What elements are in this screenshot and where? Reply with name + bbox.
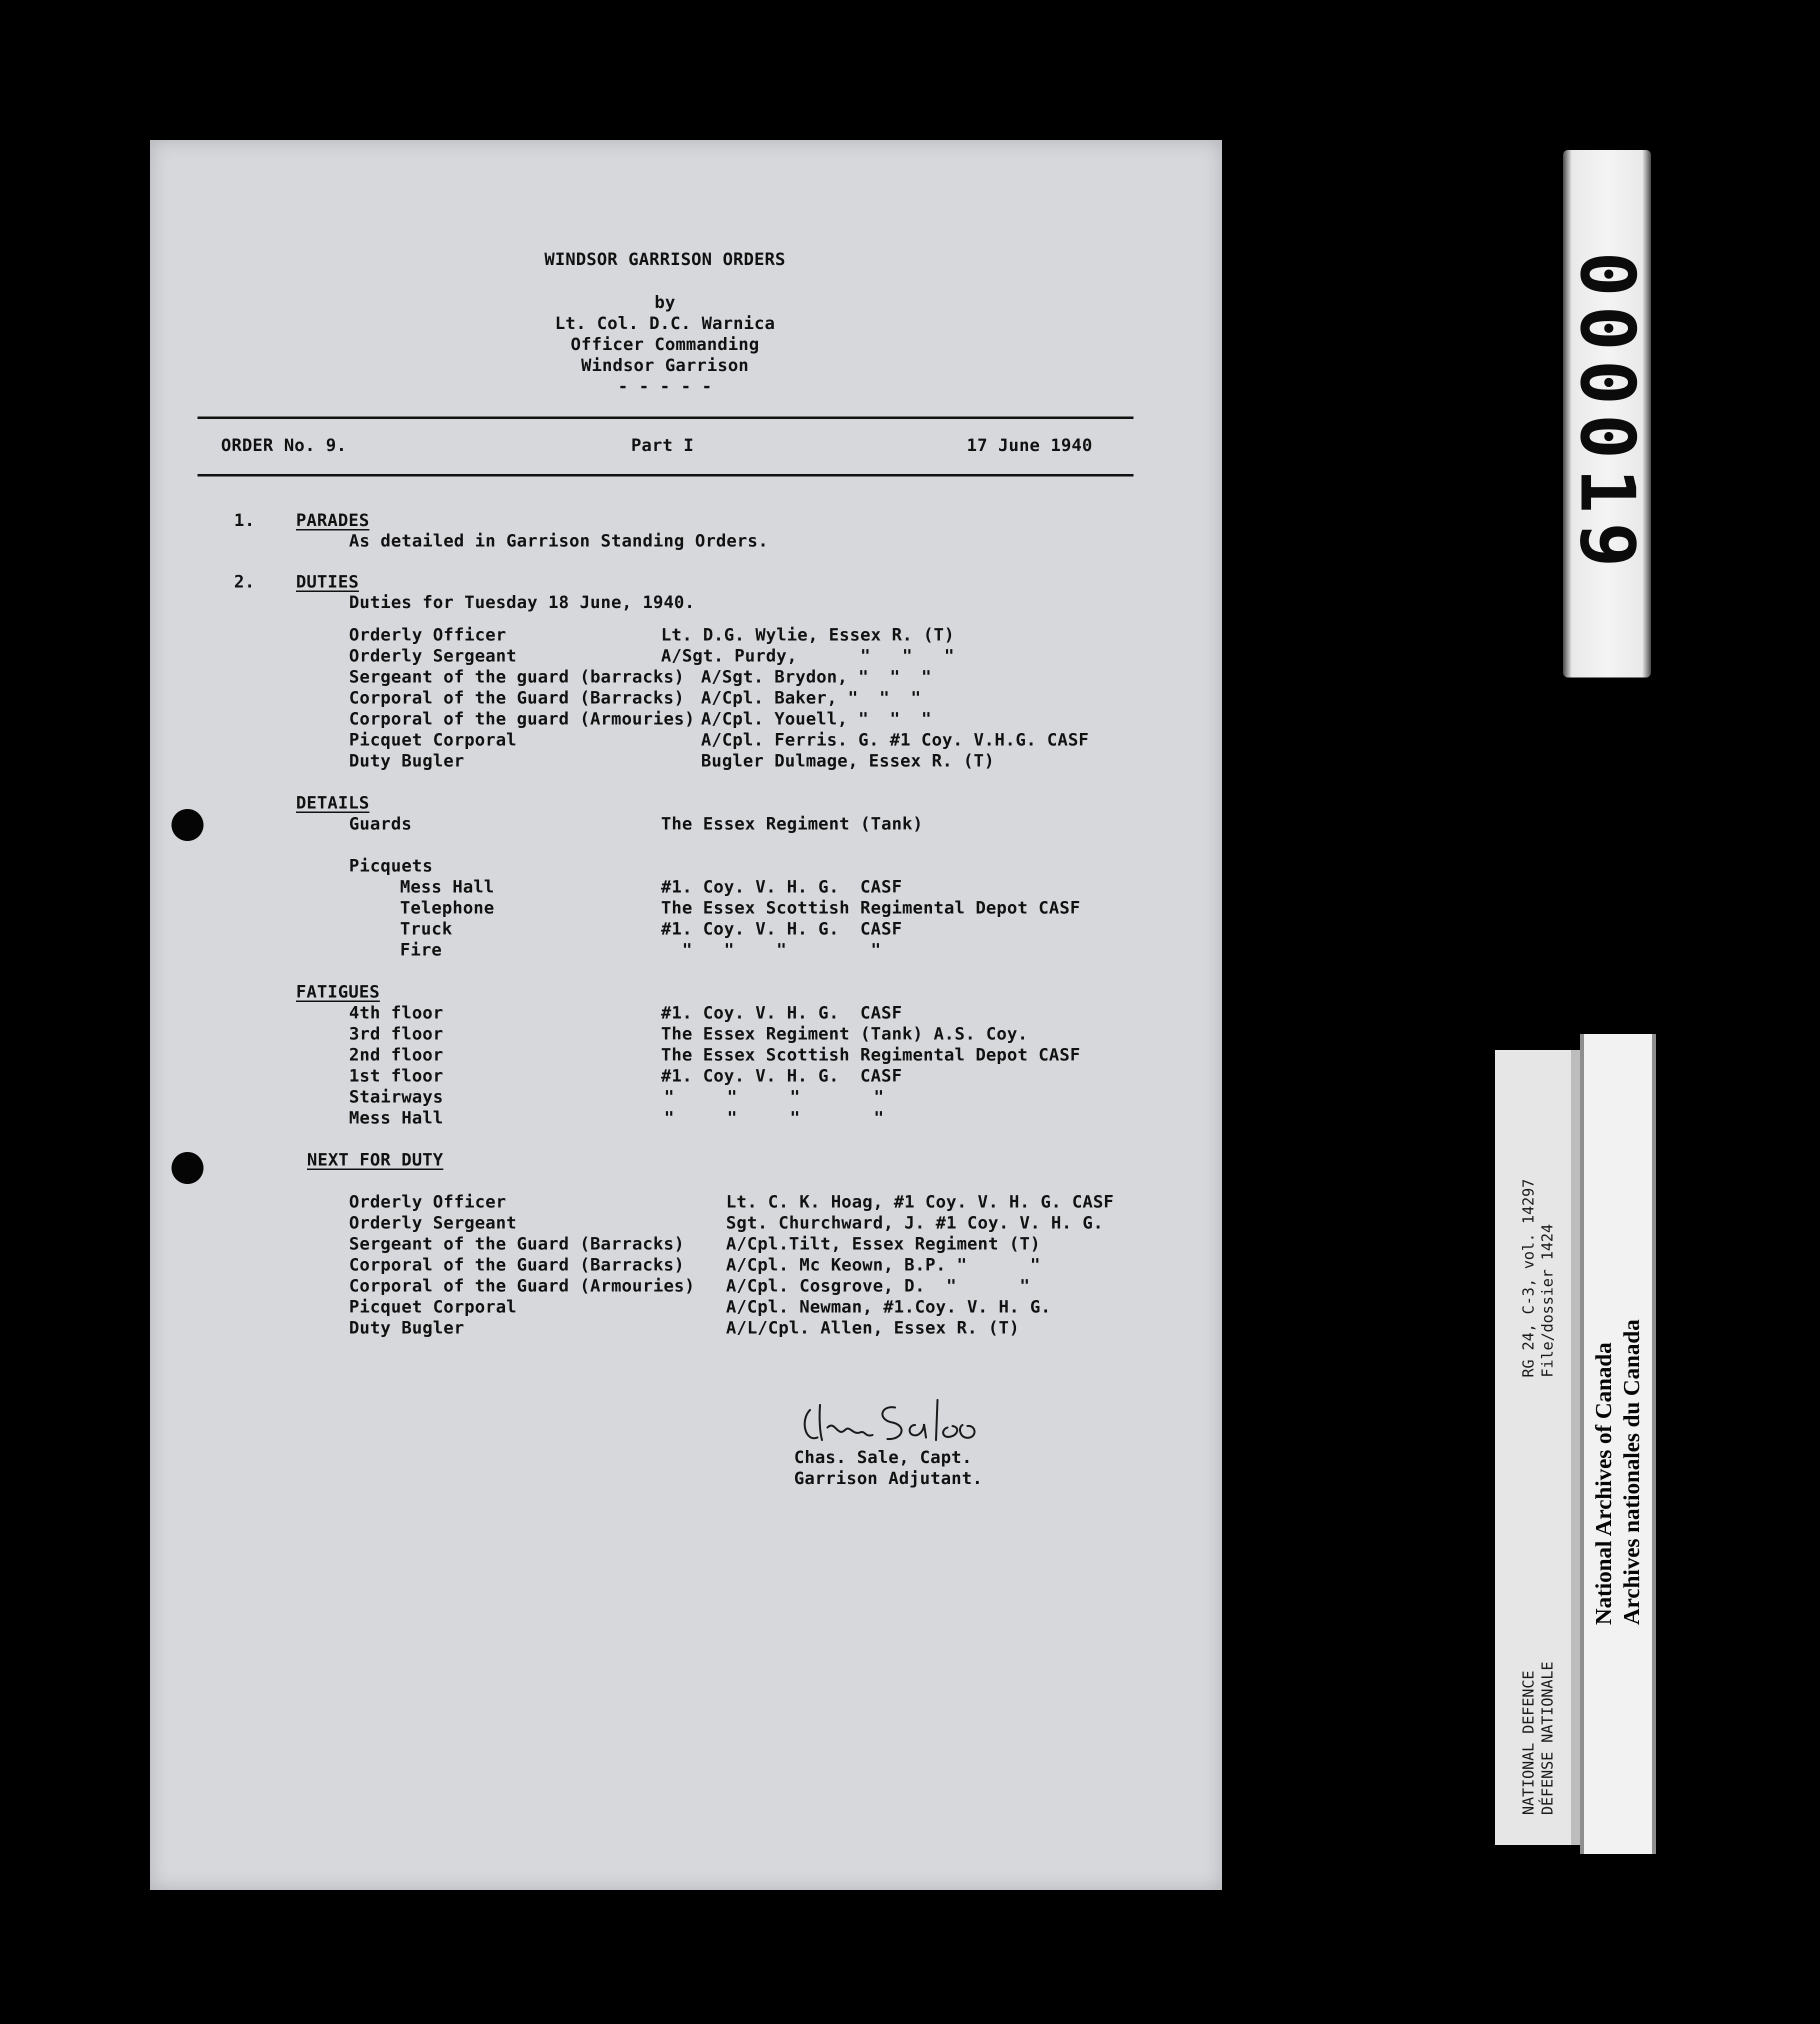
next-duty-value: Lt. C. K. Hoag, #1 Coy. V. H. G. CASF [726, 1192, 1114, 1212]
next-duty-label: Corporal of the Guard (Armouries) [349, 1276, 696, 1296]
duty-value: Bugler Dulmage, Essex R. (T) [701, 751, 995, 771]
next-duty-label: Corporal of the Guard (Barracks) [349, 1255, 685, 1275]
by-line: by [654, 292, 676, 312]
picquet-value: " " " " [661, 940, 882, 960]
label-divider [1571, 1050, 1580, 1845]
details-heading: DETAILS [296, 793, 370, 813]
fatigue-label: 2nd floor [349, 1045, 444, 1065]
archive-ref-line2: File/dossier 1424 [1539, 1224, 1556, 1378]
next-duty-label: Duty Bugler [349, 1318, 464, 1338]
author-role: Officer Commanding [570, 334, 760, 354]
duty-label: Orderly Officer [349, 625, 506, 645]
top-rule [198, 416, 1134, 419]
picquet-value: The Essex Scottish Regimental Depot CASF [661, 898, 1080, 918]
duty-label: Corporal of the guard (Armouries) [349, 709, 696, 729]
frame-number-strip [1563, 150, 1651, 678]
next-duty-value: A/Cpl. Newman, #1.Coy. V. H. G. [726, 1297, 1052, 1317]
fatigue-value: The Essex Regiment (Tank) A.S. Coy. [661, 1024, 1028, 1044]
next-duty-label: Picquet Corporal [349, 1297, 517, 1317]
section-1-number: 1. [234, 510, 255, 530]
picquet-value: #1. Coy. V. H. G. CASF [661, 919, 902, 939]
punch-hole [172, 809, 204, 841]
next-duty-label: Orderly Officer [349, 1192, 506, 1212]
fatigue-value: The Essex Scottish Regimental Depot CASF [661, 1045, 1080, 1065]
fatigue-label: 3rd floor [349, 1024, 444, 1044]
duty-label: Picquet Corporal [349, 730, 517, 750]
handwritten-signature [790, 1390, 1010, 1450]
section-2-number: 2. [234, 572, 255, 592]
fatigue-label: 1st floor [349, 1066, 444, 1086]
duty-label: Orderly Sergeant [349, 646, 517, 666]
fatigue-value: #1. Coy. V. H. G. CASF [661, 1003, 902, 1023]
department-english: NATIONAL DEFENCE [1520, 1670, 1538, 1815]
duty-value: A/Cpl. Ferris. G. #1 Coy. V.H.G. CASF [701, 730, 1089, 750]
guards-label: Guards [349, 814, 412, 834]
next-duty-label: Orderly Sergeant [349, 1213, 517, 1233]
next-duty-value: A/L/Cpl. Allen, Essex R. (T) [726, 1318, 1020, 1338]
picquet-label: Fire [400, 940, 442, 960]
duty-value: Lt. D.G. Wylie, Essex R. (T) [661, 625, 955, 645]
next-duty-value: Sgt. Churchward, J. #1 Coy. V. H. G. [726, 1213, 1104, 1233]
document-page [150, 140, 1222, 1890]
next-duty-value: A/Cpl.Tilt, Essex Regiment (T) [726, 1234, 1041, 1254]
picquet-label: Telephone [400, 898, 494, 918]
fatigue-value: " " " " [664, 1108, 884, 1128]
author-name: Lt. Col. D.C. Warnica [554, 314, 776, 334]
next-duty-value: A/Cpl. Mc Keown, B.P. " " [726, 1255, 1041, 1275]
archive-ref-line1: RG 24, C-3, vol. 14297 [1520, 1178, 1538, 1378]
duty-label: Duty Bugler [349, 751, 464, 771]
document-title: WINDSOR GARRISON ORDERS [544, 250, 786, 270]
picquet-label: Truck [400, 919, 452, 939]
fatigue-label: 4th floor [349, 1003, 444, 1023]
frame-number: 000019 [1564, 251, 1650, 576]
duty-value: A/Cpl. Baker, " " " [701, 688, 922, 708]
next-duty-label: Sergeant of the Guard (Barracks) [349, 1234, 685, 1254]
picquet-value: #1. Coy. V. H. G. CASF [661, 877, 902, 897]
punch-hole [172, 1152, 204, 1184]
fatigue-label: Mess Hall [349, 1108, 444, 1128]
guards-value: The Essex Regiment (Tank) [661, 814, 924, 834]
signatory-title: Garrison Adjutant. [794, 1468, 983, 1488]
fatigues-heading: FATIGUES [296, 982, 380, 1002]
picquets-label: Picquets [349, 856, 433, 876]
duty-label: Corporal of the Guard (Barracks) [349, 688, 685, 708]
part-label: Part I [631, 436, 694, 456]
order-date: 17 June 1940 [966, 436, 1092, 456]
next-duty-value: A/Cpl. Cosgrove, D. " " [726, 1276, 1030, 1296]
bottom-rule [198, 474, 1134, 476]
order-number: ORDER No. 9. [221, 436, 347, 456]
duties-intro: Duties for Tuesday 18 June, 1940. [349, 592, 696, 612]
section-2-heading: DUTIES [296, 572, 359, 592]
archives-name-english: National Archives of Canada [1590, 1342, 1616, 1625]
duty-value: A/Sgt. Purdy, " " " [661, 646, 955, 666]
section-1-text: As detailed in Garrison Standing Orders. [349, 531, 768, 551]
duty-value: A/Cpl. Youell, " " " [701, 709, 932, 729]
header-dashes: - - - - - [618, 376, 712, 396]
duty-label: Sergeant of the guard (barracks) [349, 667, 685, 687]
picquet-label: Mess Hall [400, 877, 494, 897]
fatigue-label: Stairways [349, 1087, 444, 1107]
signatory-name: Chas. Sale, Capt. [794, 1448, 972, 1468]
section-1-heading: PARADES [296, 510, 370, 530]
duty-value: A/Sgt. Brydon, " " " [701, 667, 932, 687]
fatigue-value: " " " " [664, 1087, 884, 1107]
fatigue-value: #1. Coy. V. H. G. CASF [661, 1066, 902, 1086]
next-for-duty-heading: NEXT FOR DUTY [307, 1150, 444, 1170]
department-french: DÉFENSE NATIONALE [1539, 1661, 1556, 1815]
archives-name-french: Archives nationales du Canada [1618, 1319, 1644, 1625]
author-unit: Windsor Garrison [581, 356, 749, 376]
